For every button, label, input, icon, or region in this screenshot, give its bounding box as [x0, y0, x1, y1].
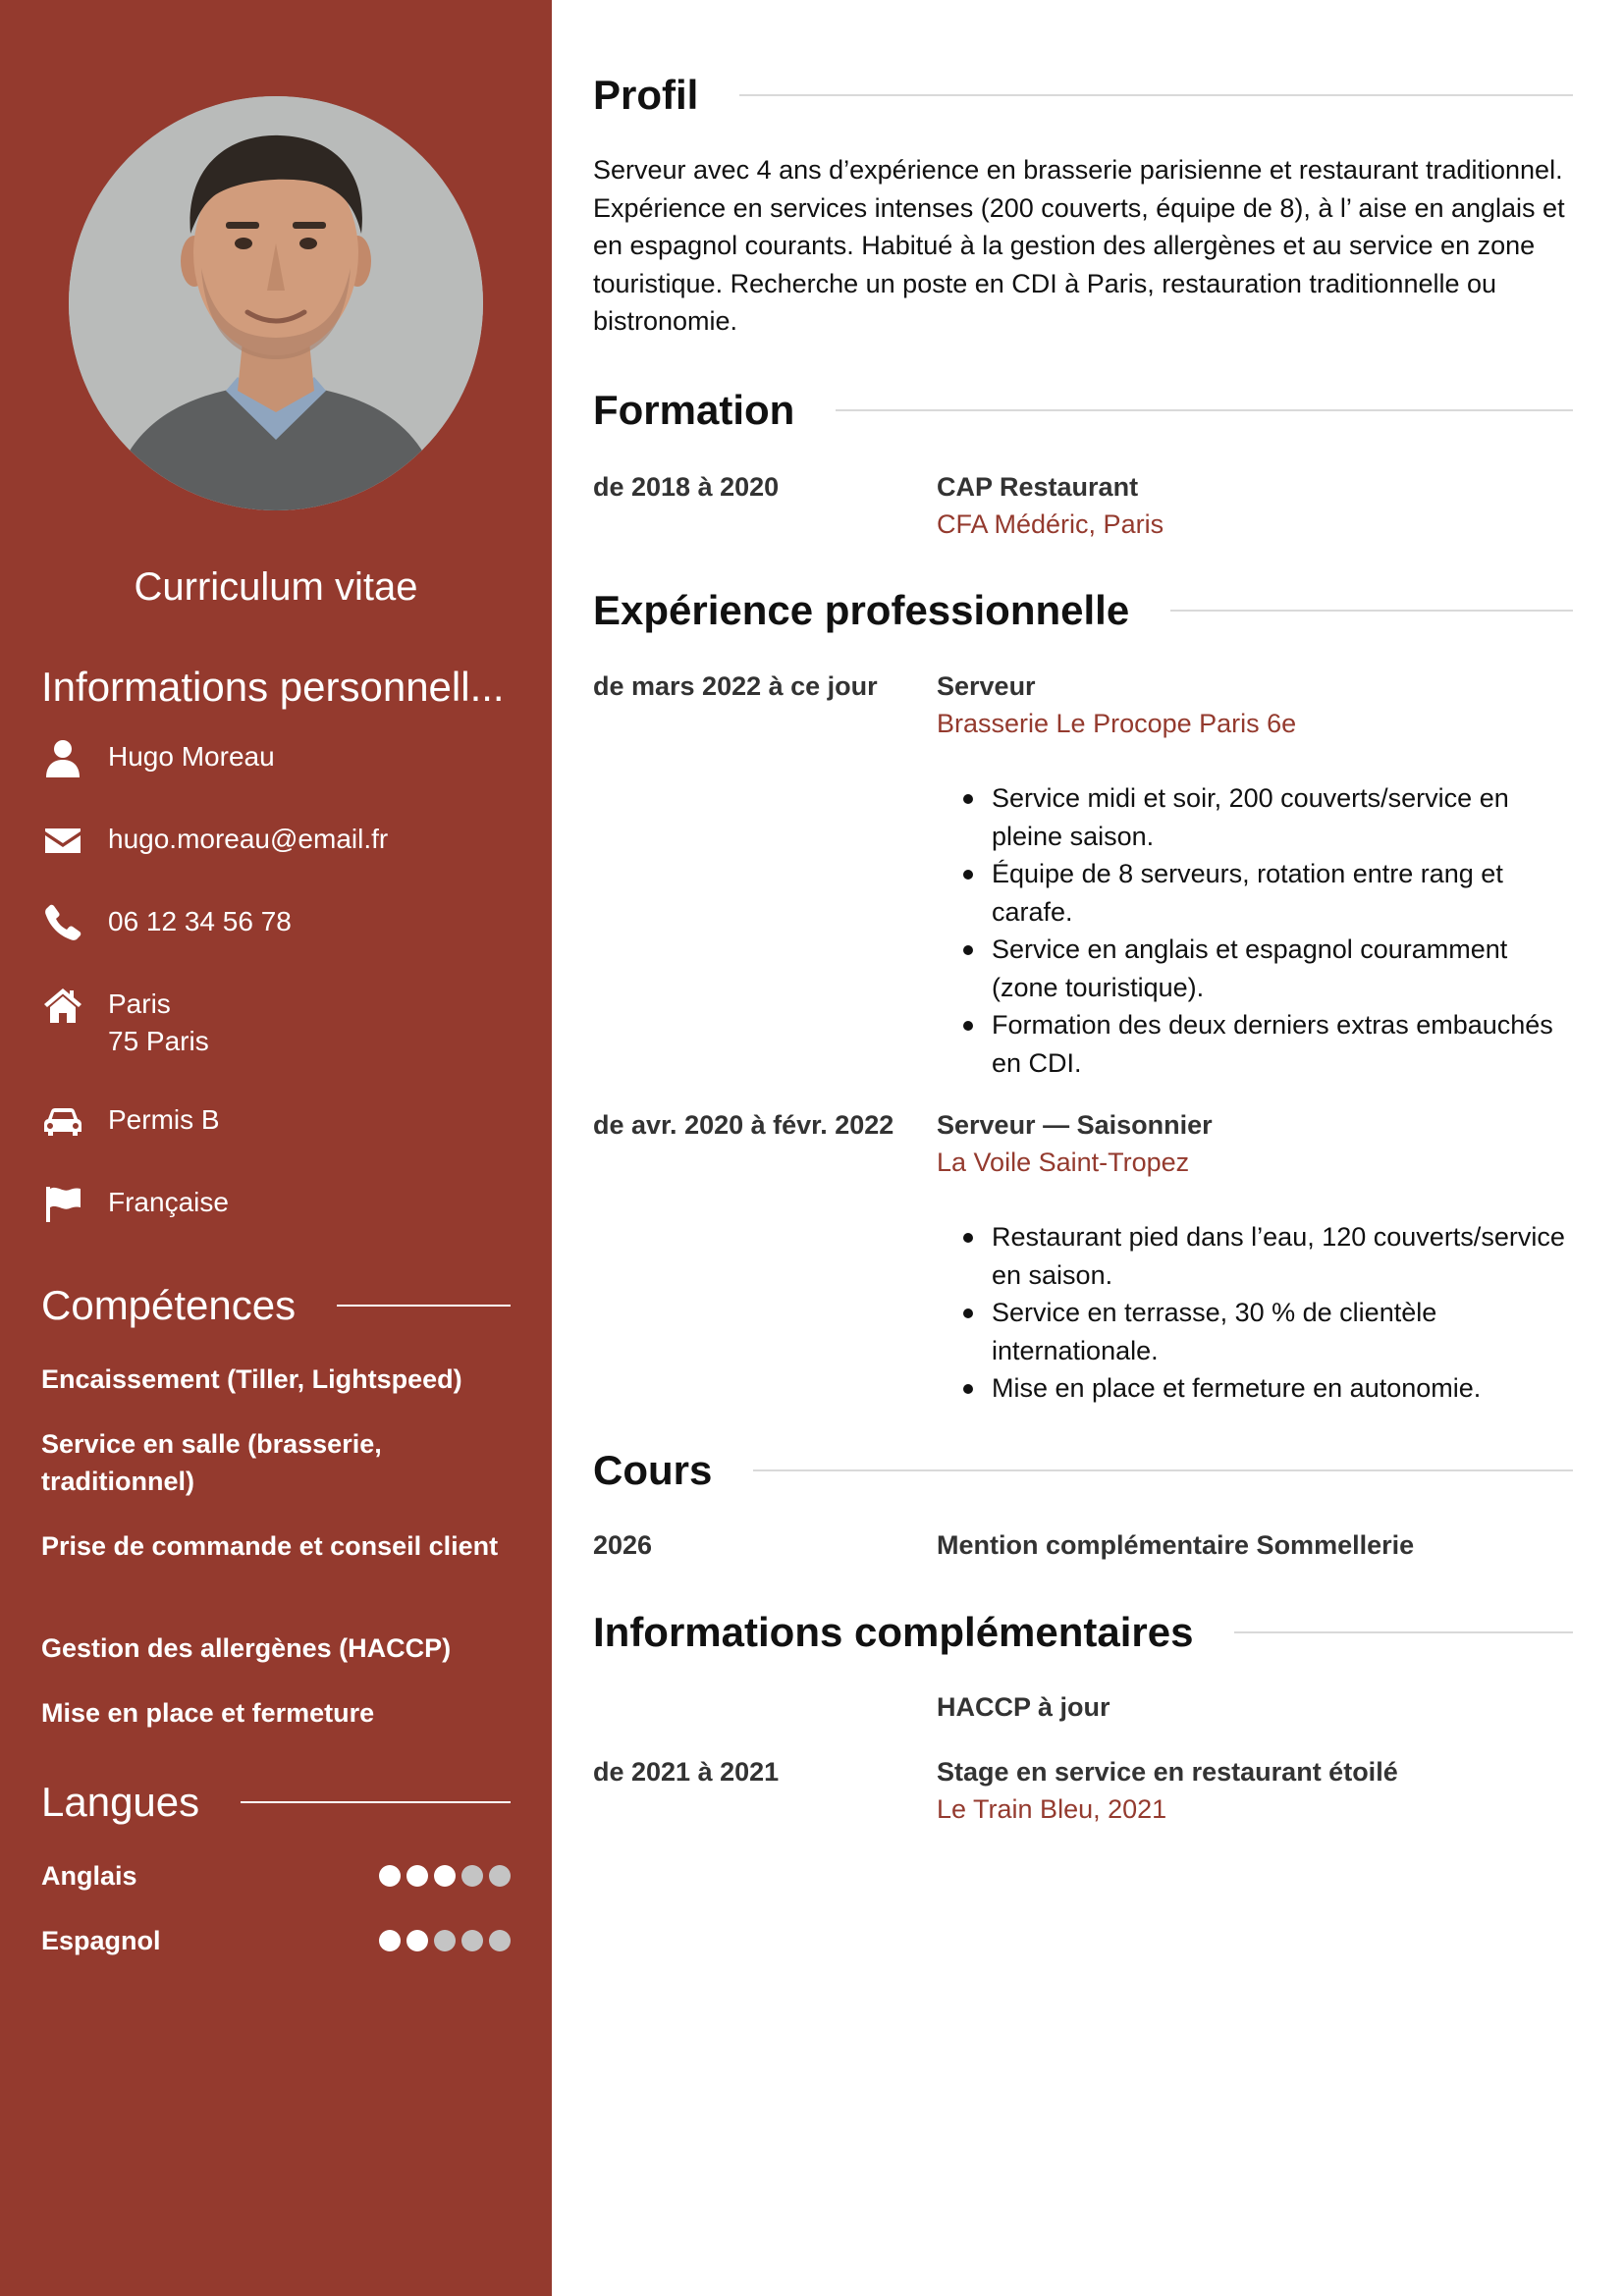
home-icon: [41, 986, 84, 1025]
divider: [241, 1801, 511, 1803]
entry-date: de 2021 à 2021: [593, 1757, 780, 1787]
courses-heading: Cours: [593, 1447, 713, 1493]
entry-bullets: [937, 779, 1573, 1082]
entry-date: 2026: [593, 1530, 653, 1560]
additional-section-header: [593, 1607, 1573, 1658]
info-address-row: [41, 986, 513, 1060]
skills-heading: Compétences: [41, 1282, 297, 1328]
bullet-item: Formation des deux derniers extras embauchés en CDI.: [992, 1006, 1573, 1082]
entry-date: de avr. 2020 à févr. 2022: [593, 1110, 894, 1140]
info-phone-row: [41, 903, 513, 942]
bullet-item: Service en anglais et espagnol couramment (zone touristique).: [992, 931, 1573, 1006]
skills-section-header: [41, 1280, 511, 1331]
skill-item: Mise en place et fermeture: [41, 1698, 375, 1728]
language-level-dots: [379, 1865, 511, 1887]
info-nationality-row: [41, 1184, 513, 1223]
education-heading: Formation: [593, 387, 795, 433]
skill-item: Gestion des allergènes (HACCP): [41, 1633, 452, 1663]
info-email[interactable]: hugo.moreau@email.fr: [108, 824, 389, 854]
experience-section-header: [593, 585, 1573, 636]
profile-heading: Profil: [593, 72, 699, 118]
entry-title: CAP Restaurant: [937, 472, 1139, 502]
profile-text: Serveur avec 4 ans d’expérience en brasserie parisienne et restaurant traditionnel. Expérience en services intenses (200 couverts, équipe de 8), à l’ aise en anglais et en espagnol courants. Habitué à la gestion des allergènes et au service en zone touristique. Recherche un poste en CDI à Paris, restauration traditionnelle ou bistronomie.: [593, 155, 1565, 336]
bullet-item: Équipe de 8 serveurs, rotation entre rang et carafe.: [992, 855, 1573, 931]
info-phone[interactable]: 06 12 34 56 78: [108, 906, 292, 936]
entry-date: de 2018 à 2020: [593, 472, 780, 502]
level-dot-filled: [406, 1865, 428, 1887]
language-row: [41, 1922, 511, 1959]
courses-section-header: [593, 1445, 1573, 1496]
level-dot-filled: [406, 1930, 428, 1951]
languages-section-header: [41, 1777, 511, 1828]
main-content: [593, 0, 1573, 2296]
info-license-row: [41, 1101, 513, 1141]
bullet-item: Mise en place et fermeture en autonomie.: [992, 1369, 1573, 1408]
language-level-dots: [379, 1930, 511, 1951]
divider: [337, 1305, 511, 1307]
bullet-item: Service en terrasse, 30 % de clientèle internationale.: [992, 1294, 1573, 1369]
level-dot-filled: [379, 1865, 401, 1887]
level-dot-empty: [434, 1930, 456, 1951]
level-dot-empty: [461, 1930, 483, 1951]
level-dot-filled: [379, 1930, 401, 1951]
additional-heading: Informations complémentaires: [593, 1609, 1194, 1655]
divider: [1170, 610, 1573, 612]
personal-info-heading: Informations personnell...: [41, 664, 505, 710]
language-name: Espagnol: [41, 1926, 161, 1955]
info-email-row: [41, 821, 513, 860]
info-nationality: Française: [108, 1187, 229, 1217]
portrait-illustration: [69, 96, 483, 510]
entry-title: Mention complémentaire Sommellerie: [937, 1530, 1415, 1560]
skill-item: Service en salle (brasserie, traditionnel): [41, 1429, 382, 1496]
entry-title: Serveur: [937, 671, 1036, 701]
car-icon: [41, 1101, 84, 1141]
entry-organization: Brasserie Le Procope Paris 6e: [937, 709, 1297, 738]
sidebar: [0, 0, 552, 2296]
info-license: Permis B: [108, 1104, 220, 1135]
language-row: [41, 1857, 511, 1895]
education-section-header: [593, 385, 1573, 436]
entry-organization: Le Train Bleu, 2021: [937, 1794, 1167, 1824]
level-dot-empty: [461, 1865, 483, 1887]
level-dot-filled: [434, 1865, 456, 1887]
entry-date: de mars 2022 à ce jour: [593, 671, 878, 701]
envelope-icon: [41, 821, 84, 860]
level-dot-empty: [489, 1930, 511, 1951]
user-icon: [41, 738, 84, 777]
entry-organization: La Voile Saint-Tropez: [937, 1148, 1190, 1177]
divider: [753, 1469, 1573, 1471]
flag-icon: [41, 1184, 84, 1223]
profile-section-header: [593, 70, 1573, 121]
languages-heading: Langues: [41, 1779, 200, 1825]
language-name: Anglais: [41, 1861, 137, 1891]
skill-item: Prise de commande et conseil client: [41, 1531, 499, 1561]
entry-title: Stage en service en restaurant étoilé: [937, 1757, 1398, 1787]
profile-photo: [69, 96, 483, 510]
entry-organization: CFA Médéric, Paris: [937, 509, 1164, 539]
info-postal: 75 Paris: [108, 1026, 209, 1056]
entry-title: HACCP à jour: [937, 1692, 1110, 1722]
phone-icon: [41, 903, 84, 942]
divider: [836, 409, 1573, 411]
skill-item: Encaissement (Tiller, Lightspeed): [41, 1364, 462, 1394]
level-dot-empty: [489, 1865, 511, 1887]
info-city: Paris: [108, 988, 171, 1019]
bullet-item: Service midi et soir, 200 couverts/service en pleine saison.: [992, 779, 1573, 855]
entry-bullets: [937, 1218, 1573, 1408]
cv-title: Curriculum vitae: [134, 565, 418, 609]
entry-title: Serveur — Saisonnier: [937, 1110, 1213, 1140]
bullet-item: Restaurant pied dans l’eau, 120 couverts/service en saison.: [992, 1218, 1573, 1294]
divider: [1234, 1631, 1573, 1633]
info-name: Hugo Moreau: [108, 741, 275, 772]
info-name-row: [41, 738, 513, 777]
experience-heading: Expérience professionnelle: [593, 587, 1130, 633]
divider: [739, 94, 1573, 96]
